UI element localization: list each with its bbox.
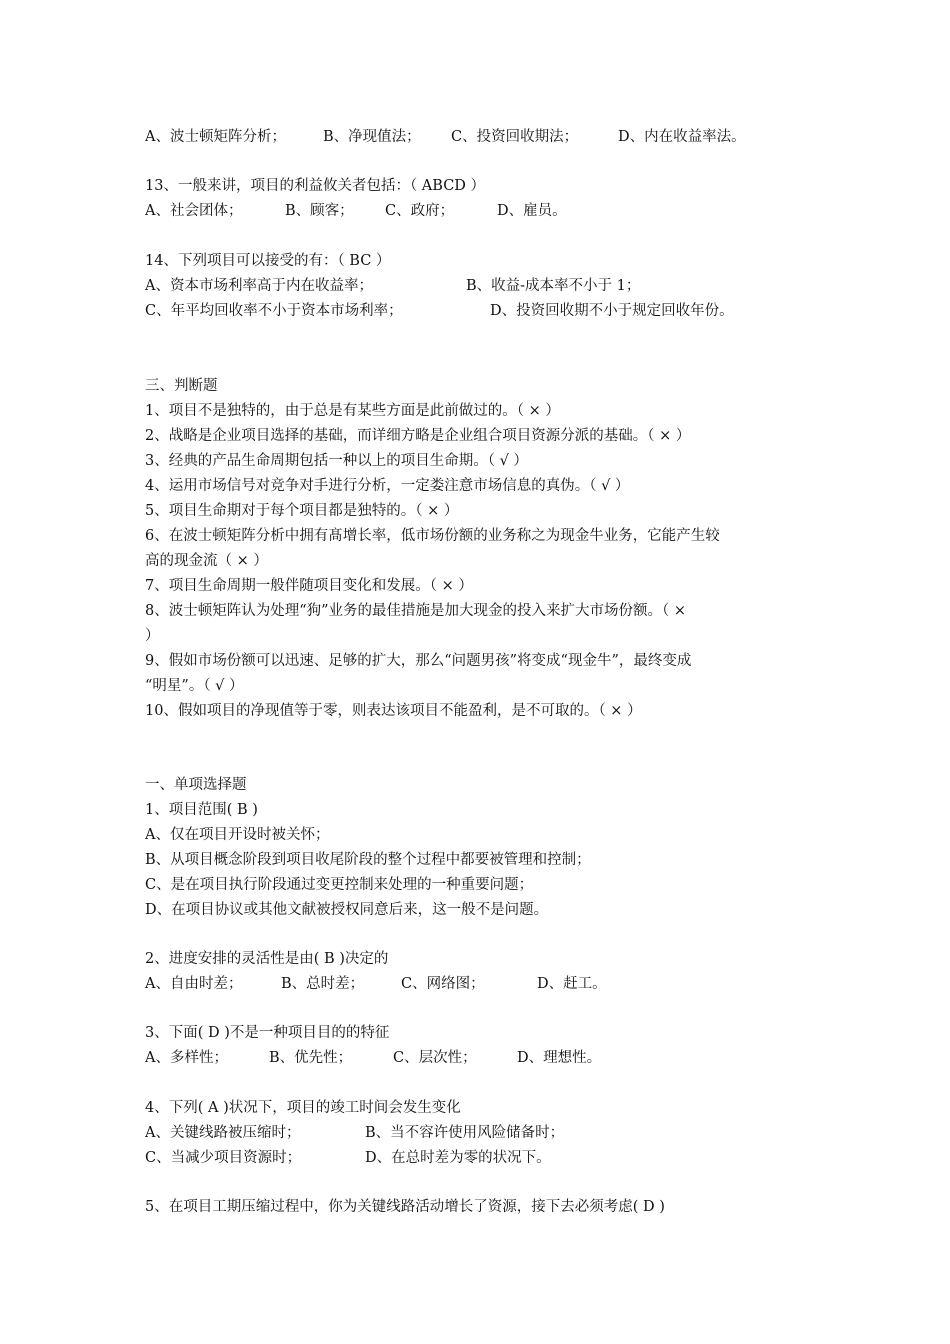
judge-item: ） bbox=[145, 628, 160, 644]
single-q4-options-row2 bbox=[145, 1147, 825, 1169]
q14-options-row2 bbox=[145, 300, 825, 322]
q14-option-a: A、资本市场利率高于内在收益率； bbox=[145, 278, 373, 294]
judge-heading: 三、判断题 bbox=[145, 378, 218, 394]
judge-item: 高的现金流（ × ） bbox=[145, 553, 268, 569]
single-q4-options-row1 bbox=[145, 1122, 825, 1144]
single-heading: 一、单项选择题 bbox=[145, 777, 247, 793]
single-q4-stem: 4、下列( A )状况下，项目的竣工时间会发生变化 bbox=[145, 1100, 461, 1116]
q14-option-c: C、年平均回收率不小于资本市场利率； bbox=[145, 303, 403, 319]
judge-item: 2、战略是企业项目选择的基础，而详细方略是企业组合项目资源分派的基础。（ × ） bbox=[145, 428, 691, 444]
single-q1-option: A、仅在项目开设时被关怀； bbox=[145, 827, 330, 843]
single-q1-option: C、是在项目执行阶段通过变更控制来处理的一种重要问题； bbox=[145, 877, 534, 893]
judge-item: 6、在波士顿矩阵分析中拥有髙增长率，低市场份额的业务称之为现金牛业务，它能产生较 bbox=[145, 528, 720, 544]
single-q3-option-d: D、理想性。 bbox=[517, 1050, 602, 1066]
judge-item: 8、波士顿矩阵认为处理“狗”业务的最佳措施是加大现金的投入来扩大市场份额。（ × bbox=[145, 603, 687, 619]
single-q4-option-c: C、当减少项目资源时； bbox=[145, 1150, 302, 1166]
single-q2-option-b: B、总时差； bbox=[281, 976, 365, 992]
judge-item: 7、项目生命周期一般伴随项目变化和发展。（ × ） bbox=[145, 578, 473, 594]
q14-stem: 14、下列项目可以接受的有：（ BC ） bbox=[145, 253, 391, 269]
q13-option-b: B、顾客； bbox=[285, 203, 354, 219]
single-q1-option: B、从项目概念阶段到项目收尾阶段的整个过程中都要被管理和控制； bbox=[145, 852, 591, 868]
q12-option-d: D、内在收益率法。 bbox=[618, 129, 746, 145]
single-q3-options bbox=[145, 1047, 825, 1069]
q12-option-a: A、波士顿矩阵分析； bbox=[145, 129, 286, 145]
single-q3-option-c: C、层次性； bbox=[393, 1050, 477, 1066]
single-q4-option-d: D、在总时差为零的状况下。 bbox=[365, 1150, 551, 1166]
single-q2-options bbox=[145, 973, 825, 995]
judge-item: 4、运用市场信号对竞争对手进行分析，一定娄注意市场信息的真伪。（ √ ） bbox=[145, 478, 630, 494]
q14-option-b: B、收益-成本率不小于 1； bbox=[466, 278, 641, 294]
q13-option-c: C、政府； bbox=[385, 203, 455, 219]
q12-options bbox=[145, 126, 825, 148]
q13-option-a: A、社会团体； bbox=[145, 203, 243, 219]
single-q3-option-b: B、优先性； bbox=[269, 1050, 353, 1066]
q13-stem: 13、一般来讲，项目的利益攸关者包括：（ ABCD ） bbox=[145, 178, 486, 194]
single-q2-stem: 2、进度安排的灵活性是由( B )决定的 bbox=[145, 951, 389, 967]
single-q3-option-a: A、多样性； bbox=[145, 1050, 228, 1066]
q14-options-row1 bbox=[145, 275, 825, 297]
single-q4-option-b: B、当不容许使用风险储备时； bbox=[365, 1125, 565, 1141]
q12-option-b: B、净现值法； bbox=[323, 129, 421, 145]
q14-option-d: D、投资回收期不小于规定回收年份。 bbox=[490, 303, 734, 319]
judge-item: 9、假如市场份额可以迅速、足够的扩大，那么“问题男孩”将变成“现金牛”，最终变成 bbox=[145, 653, 692, 669]
single-q2-option-d: D、赶工。 bbox=[537, 976, 607, 992]
single-q2-option-a: A、自由时差； bbox=[145, 976, 243, 992]
judge-item: “明星”。（ √ ） bbox=[145, 678, 244, 694]
judge-item: 3、经典的产品生命周期包括一种以上的项目生命期。（ √ ） bbox=[145, 453, 528, 469]
judge-item: 1、项目不是独特的，由于总是有某些方面是此前做过的。（ × ） bbox=[145, 403, 560, 419]
q12-option-c: C、投资回收期法； bbox=[451, 129, 579, 145]
single-q4-option-a: A、关键线路被压缩时； bbox=[145, 1125, 301, 1141]
single-q5-stem: 5、在项目工期压缩过程中，你为关键线路活动增长了资源，接下去必须考虑( D ) bbox=[145, 1199, 665, 1215]
judge-item: 10、假如项目的净现值等于零，则表达该项目不能盈利，是不可取的。（ × ） bbox=[145, 703, 642, 719]
single-q1-option: D、在项目协议或其他文献被授权同意后来，这一般不是问题。 bbox=[145, 902, 549, 918]
single-q3-stem: 3、下面( D )不是一种项目目的的特征 bbox=[145, 1025, 390, 1041]
q13-option-d: D、雇员。 bbox=[497, 203, 567, 219]
single-q2-option-c: C、网络图； bbox=[401, 976, 485, 992]
q13-options bbox=[145, 200, 825, 222]
single-q1-stem: 1、项目范围( B ) bbox=[145, 802, 258, 818]
judge-item: 5、项目生命期对于每个项目都是独特的。（ × ） bbox=[145, 503, 459, 519]
